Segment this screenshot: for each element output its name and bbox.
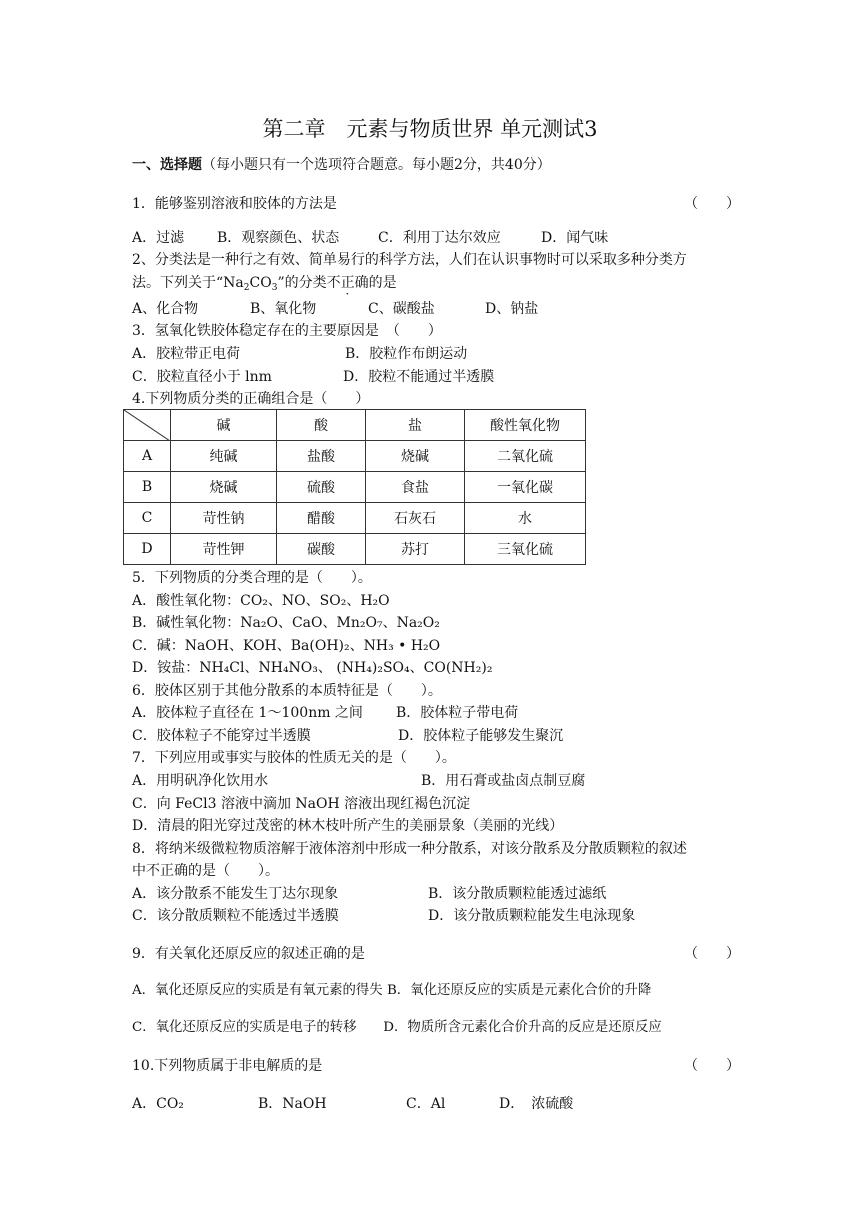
q3-option-d: D．胶粒不能通过半透膜 (343, 369, 495, 385)
q1-stem: 1．能够鉴别溶液和胶体的方法是 (132, 196, 337, 212)
q8-stem-line1: 8．将纳米级微粒物质溶解于液体溶剂中形成一种分散系，对该分散系及分散质颗粒的叙述 (132, 841, 687, 857)
table-cell: 盐酸 (277, 441, 366, 472)
section-heading: 一、选择题 (132, 157, 202, 173)
table-cell: 二氧化硫 (465, 441, 586, 472)
q8-option-b: B．该分散质颗粒能透过滤纸 (428, 886, 607, 902)
row-label: B (124, 472, 171, 503)
q9-answer-blank: （ ） (684, 946, 740, 962)
table-header: 酸性氧化物 (465, 410, 586, 441)
q6-option-a: A．胶体粒子直径在 1～100nm 之间 (132, 705, 363, 721)
row-label: C (124, 503, 171, 534)
table-cell: 石灰石 (366, 503, 465, 534)
q8-option-a: A．该分散系不能发生丁达尔现象 (132, 886, 339, 902)
q3-option-b: B．胶粒作布朗运动 (345, 346, 468, 362)
q9-options-line1: A．氧化还原反应的实质是有氧元素的得失 B．氧化还原反应的实质是元素化合价的升降 (132, 983, 652, 998)
q2-stem-line2 (132, 273, 397, 293)
table-row (124, 503, 586, 534)
q5-stem: 5．下列物质的分类合理的是（ ）。 (132, 570, 372, 586)
q2-stem-part: CO (249, 275, 272, 291)
q1-option-c: C．利用丁达尔效应 (378, 230, 501, 246)
table-cell: 苛性钠 (171, 503, 277, 534)
q10-option-d: D． 浓硫酸 (499, 1096, 574, 1112)
q7-option-b: B．用石膏或盐卤点制豆腐 (421, 773, 586, 789)
q6-stem: 6．胶体区别于其他分散系的本质特征是（ ）。 (132, 683, 442, 699)
table-cell: 苏打 (366, 534, 465, 565)
table-header: 盐 (366, 410, 465, 441)
q7-option-a: A．用明矾净化饮用水 (132, 773, 269, 789)
q2-emphasis-not: 不正确 (326, 275, 369, 291)
q8-stem-line2: 中不正确的是（ ）。 (132, 863, 279, 879)
q3-stem: 3．氢氧化铁胶体稳定存在的主要原因是 （ ） (132, 323, 442, 339)
q2-subscript: 3 (271, 283, 278, 293)
classification-table (123, 409, 586, 565)
q1-answer-blank: （ ） (684, 196, 740, 212)
q5-option-b: B．碱性氧化物：Na₂O、CaO、Mn₂O₇、Na₂O₂ (132, 615, 440, 631)
q5-option-a: A．酸性氧化物：CO₂、NO、SO₂、H₂O (132, 593, 390, 609)
q2-stem-part: 的是 (368, 275, 397, 291)
q2-option-a: A、化合物 (132, 301, 199, 317)
q7-option-c: C．向 FeCl3 溶液中滴加 NaOH 溶液出现红褐色沉淀 (132, 796, 471, 812)
table-cell: 烧碱 (171, 472, 277, 503)
table-cell: 水 (465, 503, 586, 534)
q2-subscript: 2 (243, 283, 250, 293)
q2-stem-line1: 2、分类法是一种行之有效、简单易行的科学方法，人们在认识事物时可以采取多种分类方 (132, 252, 687, 268)
q2-stem-part: ”的分类 (277, 275, 327, 291)
table-header: 酸 (277, 410, 366, 441)
q2-stem-part: 法。下列关于“Na (132, 275, 244, 291)
q10-option-c: C．Al (406, 1096, 446, 1112)
diagonal-line (124, 410, 170, 441)
q10-answer-blank: （ ） (684, 1058, 740, 1074)
section-heading-row (132, 155, 551, 175)
q3-option-c: C．胶粒直径小于 lnm (132, 369, 272, 385)
q10-option-a: A．CO₂ (132, 1096, 184, 1112)
q1-option-a: A．过滤 (132, 230, 185, 246)
page-title: 第二章 元素与物质世界 单元测试3 (262, 117, 598, 141)
table-cell: 食盐 (366, 472, 465, 503)
table-cell: 烧碱 (366, 441, 465, 472)
q9-stem: 9．有关氧化还原反应的叙述正确的是 (132, 946, 365, 962)
table-row (124, 472, 586, 503)
q2-option-d: D、钠盐 (485, 301, 539, 317)
q6-option-b: B．胶体粒子带电荷 (396, 705, 519, 721)
q8-option-c: C．该分散质颗粒不能透过半透膜 (132, 908, 339, 924)
q10-stem: 10.下列物质属于非电解质的是 (132, 1058, 323, 1074)
table-cell: 碳酸 (277, 534, 366, 565)
q4-stem: 4.下列物质分类的正确组合是（ ） (132, 391, 370, 407)
table-cell: 硫酸 (277, 472, 366, 503)
q1-option-d: D．闻气味 (541, 230, 609, 246)
row-label: A (124, 441, 171, 472)
table-row (124, 534, 586, 565)
q10-option-b: B．NaOH (258, 1096, 327, 1112)
q1-option-b: B．观察颜色、状态 (217, 230, 340, 246)
q6-option-d: D．胶体粒子能够发生聚沉 (398, 728, 564, 744)
table-cell: 三氧化硫 (465, 534, 586, 565)
table-header-row (124, 410, 586, 441)
table-cell: 苛性钾 (171, 534, 277, 565)
table-row (124, 441, 586, 472)
row-label: D (124, 534, 171, 565)
section-note: （每小题只有一个选项符合题意。每小题2分，共40分） (202, 157, 551, 173)
q9-options-line2: C．氧化还原反应的实质是电子的转移 D．物质所含元素化合价升高的反应是还原反应 (132, 1020, 662, 1035)
q3-option-a: A．胶粒带正电荷 (132, 346, 241, 362)
q6-option-c: C．胶体粒子不能穿过半透膜 (132, 728, 311, 744)
table-cell: 醋酸 (277, 503, 366, 534)
table-corner-cell (124, 410, 171, 441)
q8-option-d: D．该分散质颗粒能发生电泳现象 (428, 908, 636, 924)
q5-option-d: D．铵盐：NH₄Cl、NH₄NO₃、 (NH₄)₂SO₄、CO(NH₂)₂ (132, 660, 493, 676)
table-header: 碱 (171, 410, 277, 441)
q2-option-c: C、碳酸盐 (368, 301, 435, 317)
table-cell: 纯碱 (171, 441, 277, 472)
q7-stem: 7．下列应用或事实与胶体的性质无关的是（ ）。 (132, 750, 456, 766)
q5-option-c: C．碱：NaOH、KOH、Ba(OH)₂、NH₃ • H₂O (132, 638, 441, 654)
table-cell: 一氧化碳 (465, 472, 586, 503)
q7-option-d: D．清晨的阳光穿过茂密的林木枝叶所产生的美丽景象（美丽的光线） (132, 818, 564, 834)
q2-option-b: B、氧化物 (250, 301, 317, 317)
